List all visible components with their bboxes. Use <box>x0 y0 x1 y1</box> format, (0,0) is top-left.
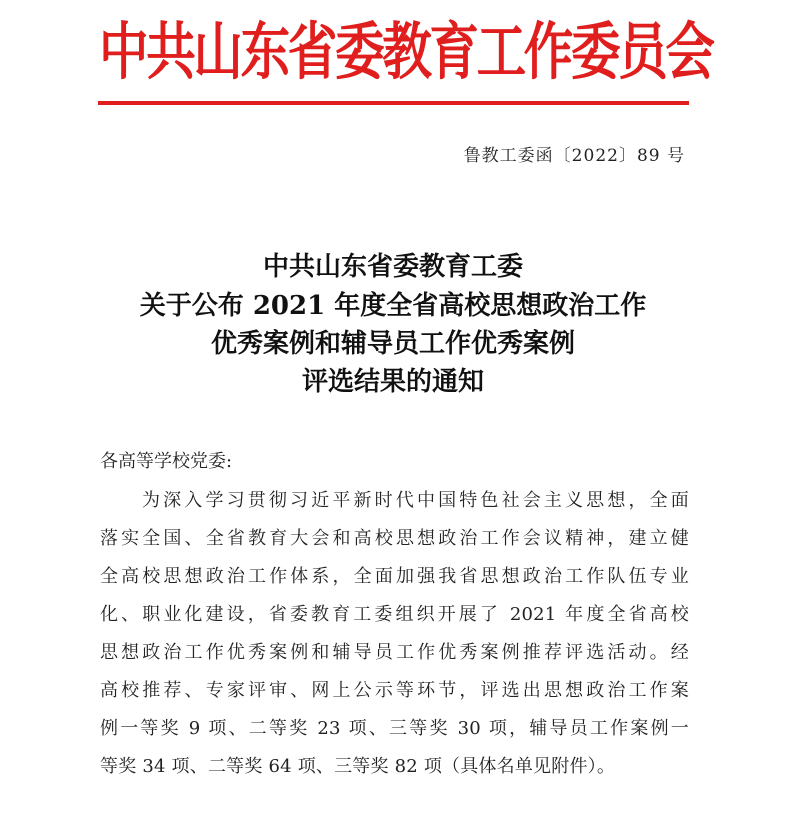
body-line-6: 高校推荐、专家评审、网上公示等环节，评选出思想政治工作案 <box>100 680 689 701</box>
salutation: 各高等学校党委: <box>100 451 233 472</box>
body-line-3: 全高校思想政治工作体系，全面加强我省思想政治工作队伍专业 <box>100 566 689 587</box>
body-line-1: 为深入学习贯彻习近平新时代中国特色社会主义思想，全面 <box>142 490 689 511</box>
body-line-2: 落实全国、全省教育大会和高校思想政治工作会议精神，建立健 <box>100 528 689 549</box>
notice-title-line-1: 中共山东省委教育工委 <box>262 252 523 282</box>
document-number: 鲁教工委函〔2022〕89 号 <box>463 146 685 166</box>
body-line-4: 化、职业化建设，省委教育工委组织开展了 2021 年度全省高校 <box>100 604 689 625</box>
notice-title-line-2: 关于公布 2021 年度全省高校思想政治工作 <box>139 291 647 321</box>
body-line-8: 等奖 34 项、二等奖 64 项、三等奖 82 项（具体名单见附件）。 <box>100 756 616 777</box>
notice-title-line-4: 评选结果的通知 <box>301 367 484 397</box>
red-divider-line <box>98 101 689 105</box>
body-line-5: 思想政治工作优秀案例和辅导员工作优秀案例推荐评选活动。经 <box>100 642 689 663</box>
notice-title-line-3: 优秀案例和辅导员工作优秀案例 <box>210 329 575 359</box>
body-line-7: 例一等奖 9 项、二等奖 23 项、三等奖 30 项，辅导员工作案例一 <box>100 718 689 739</box>
masthead-title: 中共山东省委教育工作委员会 <box>99 15 713 88</box>
